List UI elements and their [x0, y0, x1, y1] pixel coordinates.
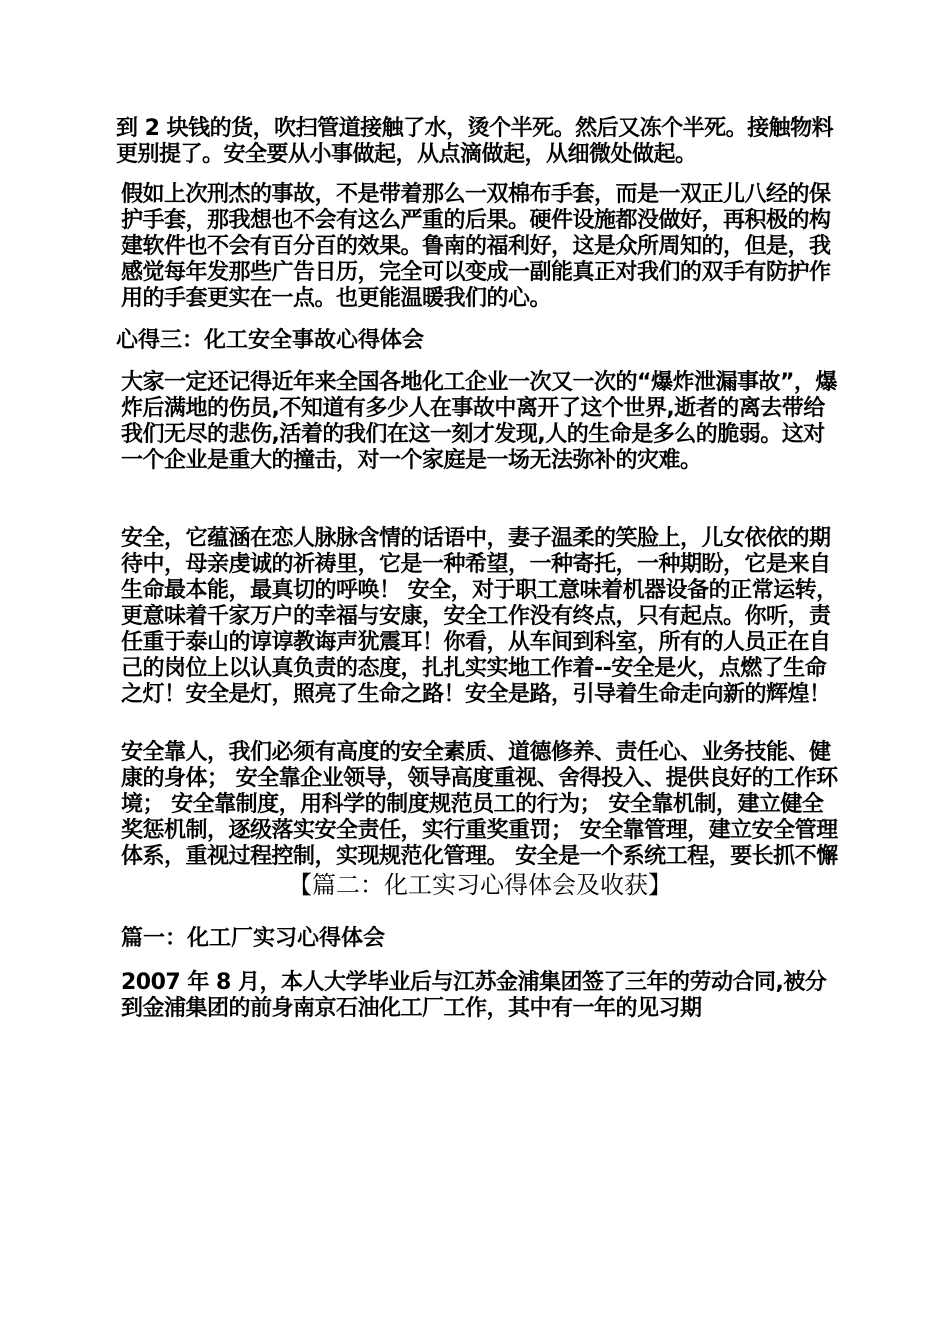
paragraph-6: 2007 年 8 月，本人大学毕业后与江苏金浦集团签了三年的劳动合同,被分到金浦集团的前身南京石油化工厂工作，其中有一年的见习期 — [121, 970, 827, 1021]
section-heading-3: 心得三：化工安全事故心得体会 — [116, 328, 425, 353]
paragraph-2: 假如上次刑杰的事故，不是带着那么一双棉布手套，而是一双正儿八经的保护手套，那我想也不会有这么严重的后果。硬件设施都没做好，再积极的构建软件也不会有百分百的效果。鲁南的福利好，这是众所周知的，但是，我感觉每年发那些广告日历，完全可以变成一副能真正对我们的双手有防护作用的手套更实在一点。也更能温暖我们的心。 — [121, 182, 831, 311]
paragraph-3: 大家一定还记得近年来全国各地化工企业一次又一次的“爆炸泄漏事故”，爆炸后满地的伤员,不知道有多少人在事故中离开了这个世界,逝者的离去带给我们无尽的悲伤,活着的我们在这一刻才发现,人的生命是多么的脆弱。这对一个企业是重大的撞击，对一个家庭是一场无法弥补的灾难。 — [121, 370, 837, 473]
paragraph-5: 安全靠人，我们必须有高度的安全素质、道德修养、责任心、业务技能、健康的身体； 安全靠企业领导，领导高度重视、舍得投入、提供良好的工作环境； 安全靠制度，用科学的制度规范员工的行为； 安全靠机制，建立健全奖惩机制，逐级落实安全责任，实行重奖重罚； 安全靠管理，建立安全管理体系，重视过程控制，实现规范化管理。 安全是一个系统工程，要长抓不懈 — [121, 740, 838, 869]
paragraph-1: 到 2 块钱的货，吹扫管道接触了水，烫个半死。然后又冻个半死。接触物料更别提了。安全要从小事做起，从点滴做起，从细微处做起。 — [116, 116, 834, 167]
chapter-title: 【篇二：化工实习心得体会及收获】 — [288, 871, 672, 899]
sub-heading: 篇一：化工厂实习心得体会 — [121, 926, 386, 951]
paragraph-4: 安全，它蕴涵在恋人脉脉含情的话语中，妻子温柔的笑脸上，儿女依依的期待中，母亲虔诚的祈祷里，它是一种希望，一种寄托，一种期盼，它是来自生命最本能，最真切的呼唤！ 安全，对于职工意味着机器设备的正常运转，更意味着千家万户的幸福与安康，安全工作没有终点，只有起点。你听，责任重于泰山的谆谆教诲声犹震耳！你看，从车间到科室，所有的人员正在自己的岗位上以认真负责的态度，扎扎实实地工作着--安全是火，点燃了生命之灯！安全是灯，照亮了生命之路！安全是路，引导着生命走向新的辉煌！ — [121, 526, 838, 707]
document-page — [116, 116, 844, 1022]
